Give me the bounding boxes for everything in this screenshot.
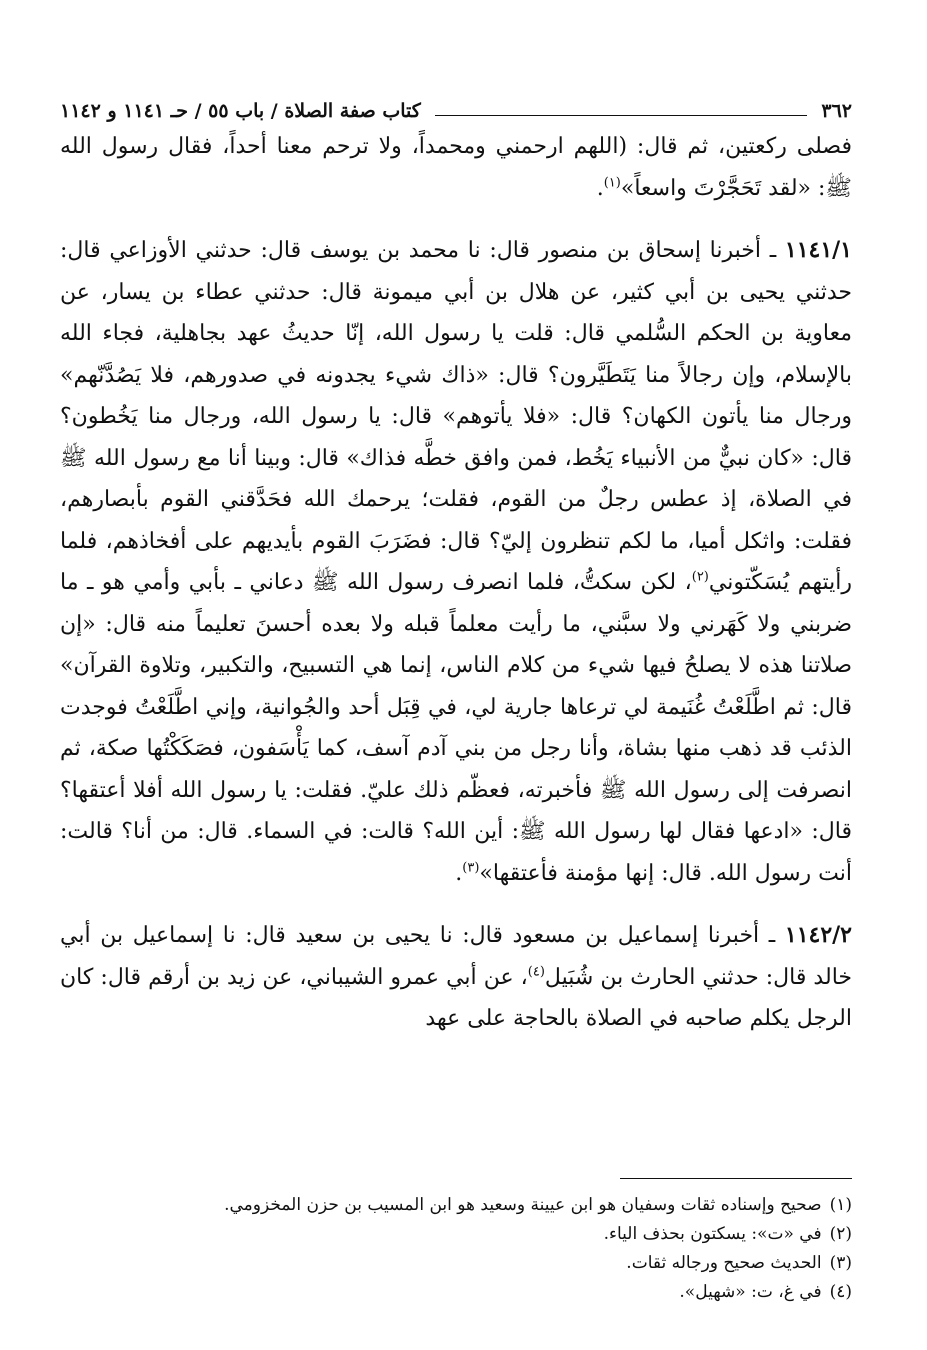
footnote-3 — [60, 1249, 852, 1278]
header-rule — [435, 103, 808, 116]
book-page — [60, 88, 853, 1302]
footnote-1 — [60, 1191, 852, 1220]
paragraph-end: . — [455, 860, 463, 886]
footnote-number: (٢) — [829, 1224, 852, 1244]
main-text — [60, 126, 852, 1040]
footnote-2 — [60, 1220, 852, 1249]
page-number: ٣٦٢ — [821, 100, 852, 122]
hadith-1142 — [60, 915, 852, 1040]
footnote-number: (١) — [829, 1195, 852, 1215]
hadith-text: ـ أخبرنا إسحاق بن منصور قال: نا محمد بن يوسف قال: حدثني الأوزاعي قال: حدثني يحيى بن أبي كثير، عن هلال بن أبي ميمونة قال: حدثني عطاء بن يسار، عن معاوية بن الحكم السُّلمي قال: قلت يا رسول الله، إنّا حديثُ عهد بجاهلية، فجاء الله بالإسلام، وإن رجالاً منا يَتَطَيَّرون؟ قال: «ذاك شيء يجدونه في صدورهم، فلا يَصُدَّنّهم» ورجال منا يأتون الكهان؟ قال: «فلا يأتوهم» قال: يا رسول الله، ورجال منا يَخُطون؟ قال: «كان نبيٌّ من الأنبياء يَخُط، فمن وافق خطَّه فذاك» قال: وبينا أنا مع رسول الله ﷺ في الصلاة، إذ عطس رجلٌ من القوم، فقلت؛ يرحمك الله فحَدَّقني القوم بأبصارهم، فقلت: واثكل أميا، ما لكم تنظرون إليّ؟ قال: فضَرَبَ القوم بأيديهم على أفخاذهم، فلما رأيتهم يُسَكّتوني — [60, 238, 853, 595]
footnote-number: (٤) — [829, 1282, 852, 1302]
hadith-number: ١١٤٢/٢ — [784, 922, 852, 948]
footnote-separator — [620, 1178, 852, 1179]
running-title: كتاب صفة الصلاة / باب ٥٥ / حـ ١١٤١ و ١١٤٢ — [60, 100, 421, 122]
hadith-1141 — [60, 230, 852, 894]
hadith-number: ١١٤١/١ — [784, 237, 852, 263]
paragraph-text: فصلى ركعتين، ثم قال: (اللهم ارحمني ومحمداً، ولا ترحم معنا أحداً، فقال رسول الله ﷺ: «لقد تَحَجَّرْتَ واسعاً» — [60, 134, 852, 201]
hadith-text-continued: ، عن أبي عمرو الشيباني، عن زيد بن أرقم قال: كان الرجل يكلم صاحبه في الصلاة بالحاجة على عهد — [60, 964, 852, 1031]
footnote-number: (٣) — [829, 1253, 852, 1273]
footnote-marker: (٢) — [691, 569, 709, 585]
footnote-text: صحيح وإسناده ثقات وسفيان هو ابن عيينة وسعيد هو ابن المسيب بن حزن المخزومي. — [224, 1195, 822, 1215]
footnote-text: في «ت»: يسكتون بحذف الياء. — [603, 1224, 822, 1244]
footnote-4 — [60, 1278, 852, 1307]
hadith-text: ـ أخبرنا إسماعيل بن مسعود قال: نا يحيى بن سعيد قال: نا إسماعيل بن أبي خالد قال: حدثني الحارث بن شُبَيل — [60, 923, 852, 990]
footnote-text: الحديث صحيح ورجاله ثقات. — [626, 1253, 822, 1273]
paragraph-continuation — [60, 126, 852, 209]
running-header — [60, 88, 852, 122]
footnote-marker: (١) — [603, 175, 621, 191]
footnote-marker: (٣) — [462, 860, 480, 876]
footnote-marker: (٤) — [527, 964, 545, 980]
footnotes — [60, 1191, 852, 1307]
hadith-text-continued: ، لكن سكتُّ، فلما انصرف رسول الله ﷺ دعاني ـ بأبي وأمي هو ـ ما ضربني ولا كَهَرني ولا سبَّني، ما رأيت معلماً قبله ولا بعده أحسنَ تعليماً منه قال: «إن صلاتنا هذه لا يصلحُ فيها شيء من كلام الناس، إنما هي التسبيح، والتكبير، وتلاوة القرآن» قال: ثم اطَّلَعْتُ غُنَيمة لي ترعاها جارية لي، في قِبَل أحد والجُوانية، وإني اطَّلَعْتُ فوجدت الذئب قد ذهب منها بشاة، وأنا رجل من بني آدم آسف، كما يَأْسَفون، فصَكَكْتُها صكة، ثم انصرفت إلى رسول الله ﷺ فأخبرته، فعظّم ذلك عليّ. فقلت: يا رسول الله أفلا أعتقها؟ قال: «ادعها فقال لها رسول الله ﷺ: أين الله؟ قالت: في السماء. قال: من أنا؟ قالت: أنت رسول الله. قال: إنها مؤمنة فأعتقها» — [60, 570, 852, 886]
paragraph-end: . — [596, 175, 604, 201]
footnote-text: في غ، ت: «شهيل». — [679, 1282, 822, 1302]
